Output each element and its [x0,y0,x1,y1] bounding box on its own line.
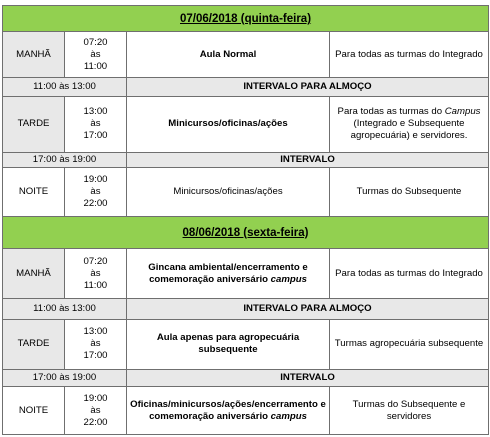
time-range: 07:20 às 11:00 [65,248,127,299]
break-time: 11:00 às 13:00 [3,299,127,319]
audience-cell: Para todas as turmas do Integrado [330,248,489,299]
period-label: TARDE [3,97,65,153]
audience-text: Para todas as turmas do [337,106,445,118]
period-label: TARDE [3,319,65,370]
lunch-break-row [3,77,489,96]
break-label: INTERVALO PARA ALMOÇO [127,299,489,319]
audience-cell: Turmas do Subsequente [330,167,489,217]
activity-cell [127,248,330,299]
day-header-row [3,6,489,32]
evening-break-row [3,370,489,387]
schedule-row-morning [3,32,489,78]
schedule-row-afternoon [3,319,489,370]
break-time: 11:00 às 13:00 [3,77,127,96]
audience-cell [330,97,489,153]
day-header-row [3,217,489,248]
schedule-row-afternoon [3,97,489,153]
schedule-row-morning [3,248,489,299]
period-label: MANHÃ [3,248,65,299]
day-date-label: 07/06/2018 (quinta-feira) [180,12,312,25]
lunch-break-row [3,299,489,319]
activity-cell: Aula Normal [127,32,330,78]
period-label: MANHÃ [3,32,65,78]
schedule-row-night [3,167,489,217]
period-label: NOITE [3,387,65,435]
schedule-table [2,5,489,435]
time-range: 19:00 às 22:00 [65,387,127,435]
period-label: NOITE [3,167,65,217]
activity-cell [127,387,330,435]
day-date-label: 08/06/2018 (sexta-feira) [182,226,309,239]
audience-text-cont: (Integrado e Subsequente agropecuária) e servidores. [350,118,468,142]
evening-break-row [3,152,489,167]
time-range: 07:20 às 11:00 [65,32,127,78]
activity-cell: Minicursos/oficinas/ações [127,167,330,217]
time-range: 13:00 às 17:00 [65,97,127,153]
break-label: INTERVALO [127,152,489,167]
activity-emphasis: campus [270,273,307,285]
audience-emphasis: Campus [444,106,481,118]
time-range: 13:00 às 17:00 [65,319,127,370]
activity-cell: Aula apenas para agropecuária subsequente [127,319,330,370]
break-label: INTERVALO PARA ALMOÇO [127,77,489,96]
break-time: 17:00 às 19:00 [3,370,127,387]
audience-cell: Para todas as turmas do Integrado [330,32,489,78]
schedule-row-night [3,387,489,435]
activity-emphasis: campus [270,410,307,422]
day-header [3,6,489,32]
activity-text: Gincana ambiental/encerramento e comemoração aniversário [148,261,308,285]
day-header [3,217,489,248]
activity-cell: Minicursos/oficinas/ações [127,97,330,153]
break-label: INTERVALO [127,370,489,387]
break-time: 17:00 às 19:00 [3,152,127,167]
audience-cell: Turmas do Subsequente e servidores [330,387,489,435]
time-range: 19:00 às 22:00 [65,167,127,217]
audience-cell: Turmas agropecuária subsequente [330,319,489,370]
activity-text: Oficinas/minicursos/ações/encerramento e comemoração aniversário [130,398,326,422]
